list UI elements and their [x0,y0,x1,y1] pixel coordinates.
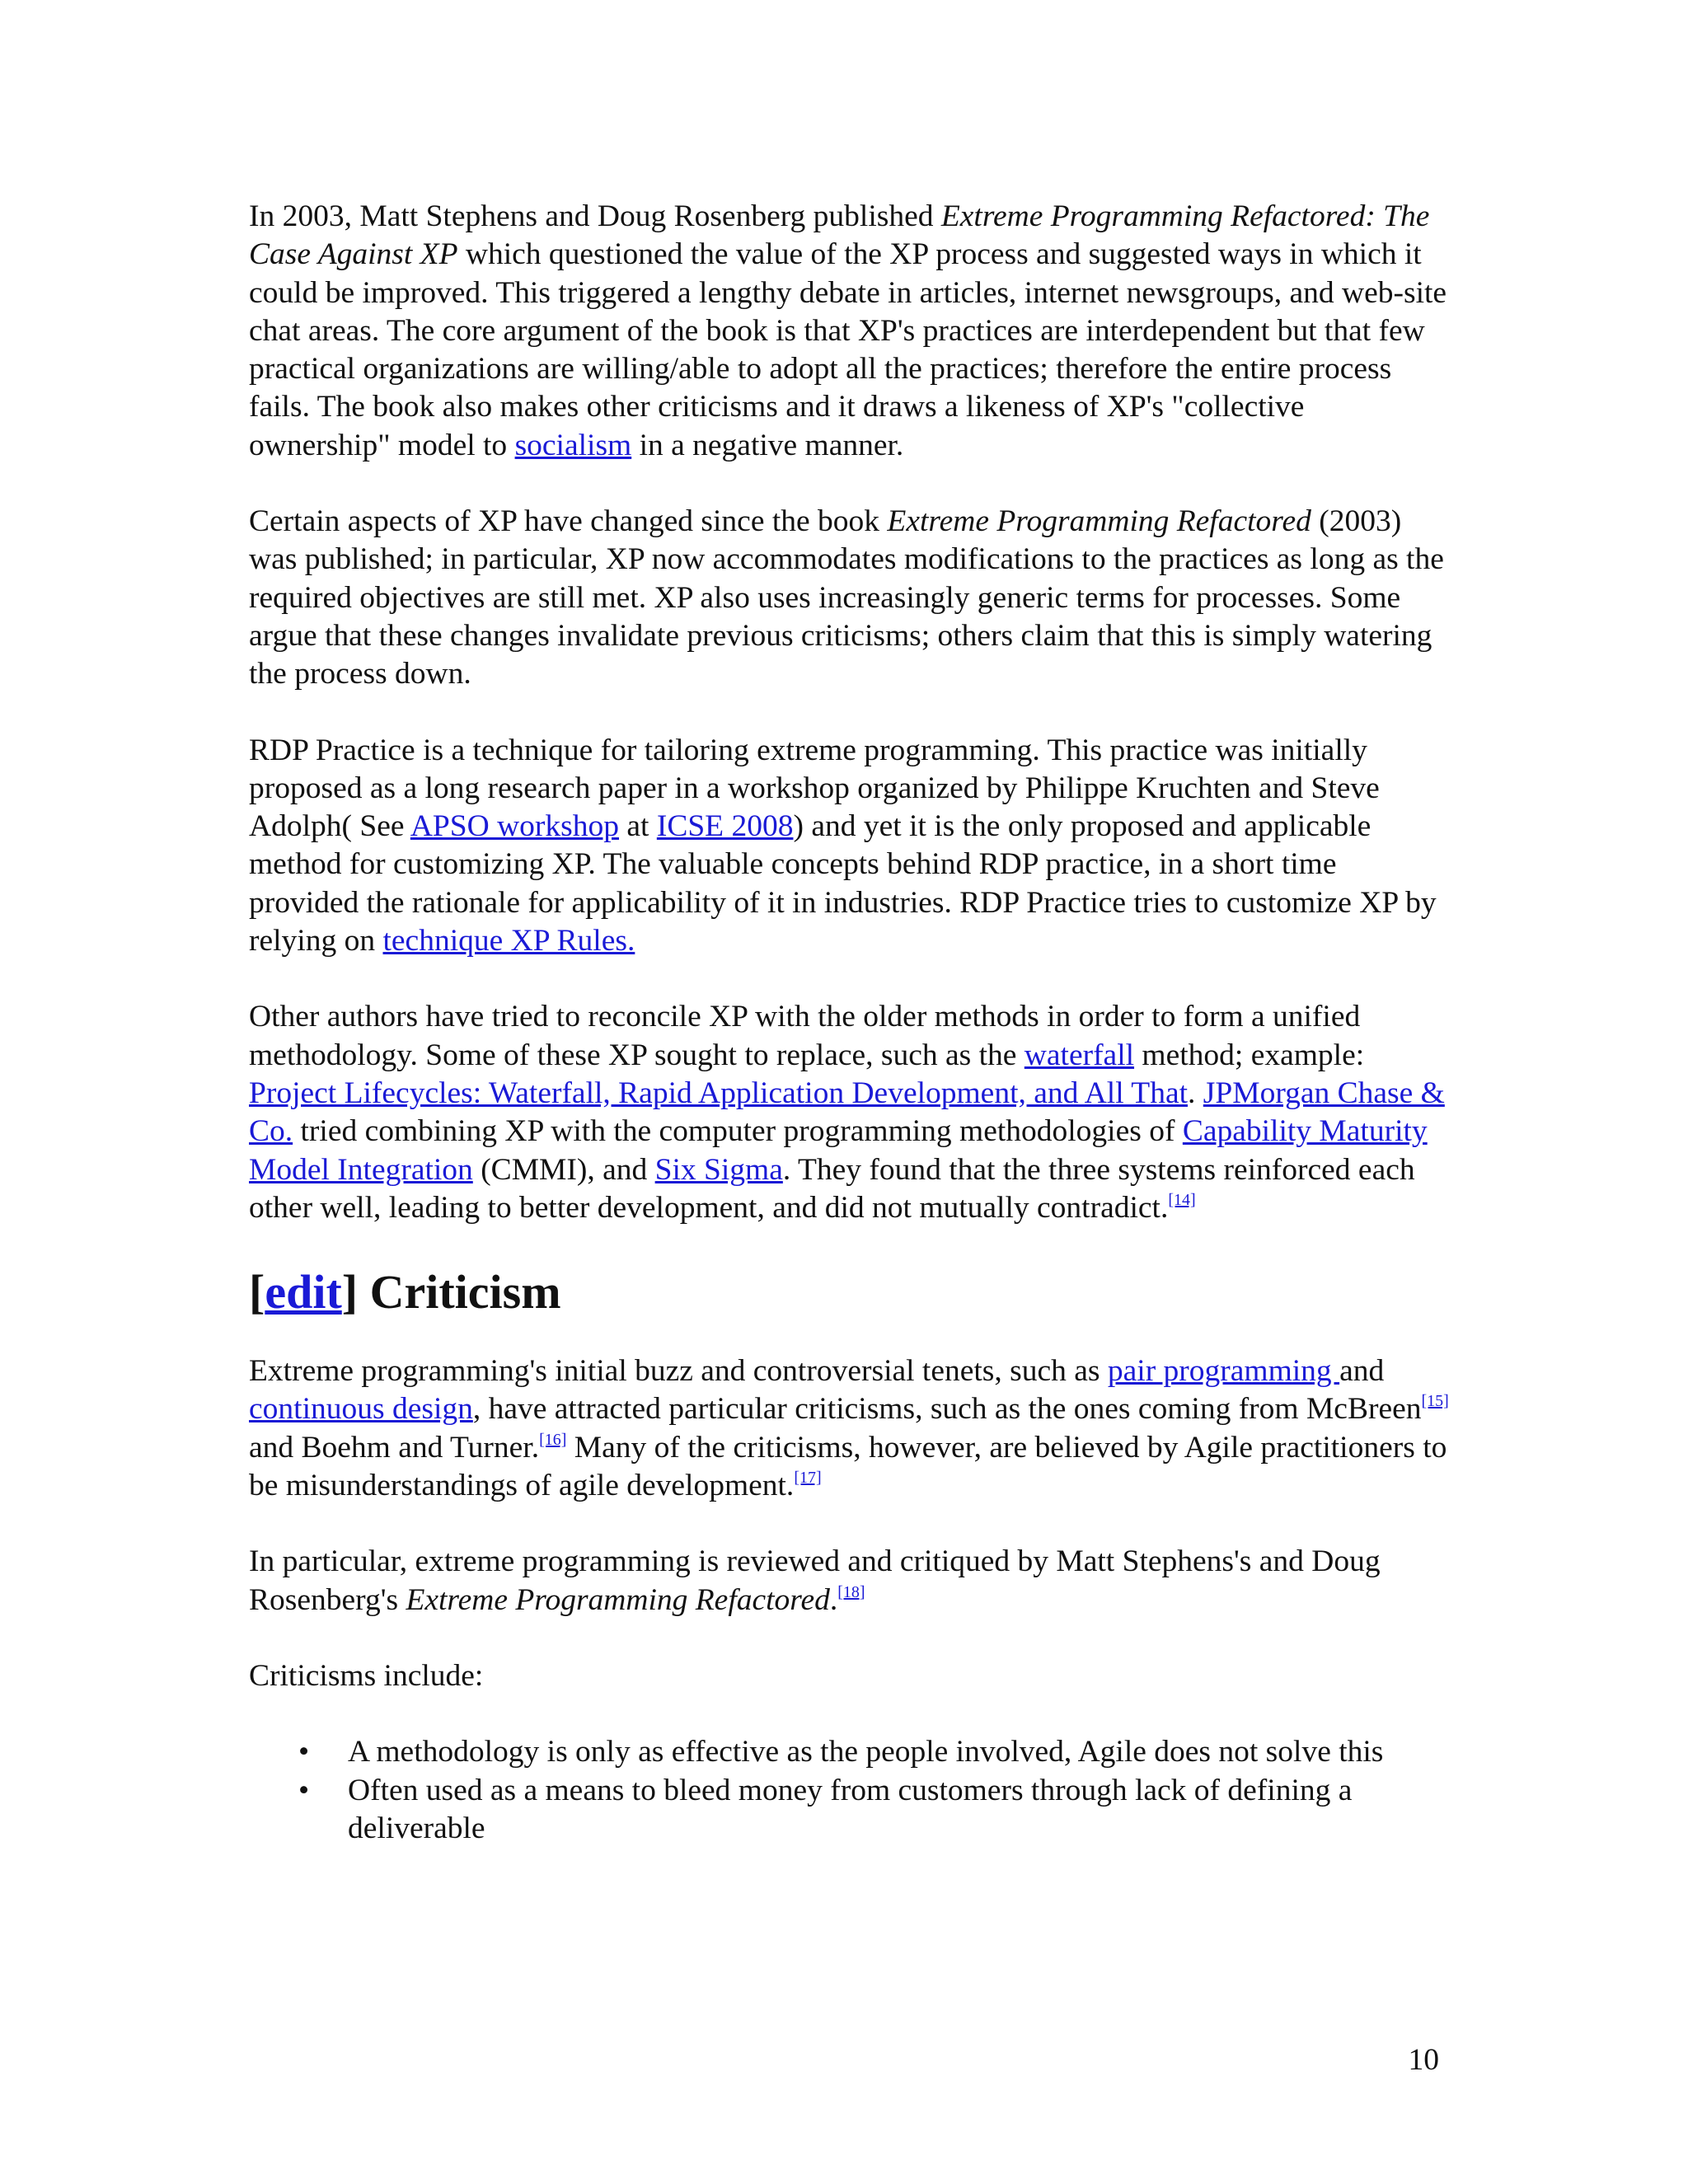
list-item: • Often used as a means to bleed money from customers through lack of defining a deliverable [298,1773,1353,1845]
paragraph-xp-changes: Certain aspects of XP have changed since the book Extreme Programming Refactored (2003) was published; in particular, XP now accommodates modifications to the practices as long as the required objectives are still met. XP also uses increasingly generic terms for processes. Some argue that these changes invalidate previous criticisms; others claim that this is simply watering the process down. [249,504,1444,691]
reference-14[interactable]: [14] [1168,1190,1196,1209]
link-technique-xp-rules[interactable]: technique XP Rules. [382,924,635,958]
reference-16[interactable]: [16] [539,1430,567,1449]
book-title: Extreme Programming Refactored [406,1582,830,1617]
criticism-list [249,1733,1452,1848]
book-title: Extreme Programming Refactored: The Case Against XP [249,199,1430,272]
paragraph-criticisms-include: Criticisms include: [249,1658,484,1693]
list-item: • A methodology is only as effective as the people involved, Agile does not solve this [348,1733,1452,1771]
edit-link[interactable]: edit [265,1265,342,1319]
link-six-sigma[interactable]: Six Sigma [654,1152,783,1187]
link-apso-workshop[interactable]: APSO workshop [410,809,619,844]
reference-17[interactable]: [17] [794,1469,822,1488]
paragraph-reconcile-xp: Other authors have tried to reconcile XP with the older methods in order to form a unified methodology. Some of these XP sought to replace, such as the waterfall method; example: Project Lifecycles: Waterfall, Rapid Application Development, and All That. JPMorgan Chase & Co. tried combining XP with the computer programming methodologies of Capability Maturity Model Integration (CMMI), and Six Sigma. They found that the three systems reinforced each other well, leading to better development, and did not mutually contradict.[14] [249,1000,1445,1225]
link-jpmorgan[interactable]: JPMorgan Chase & Co. [249,1076,1445,1149]
page-number: 10 [1408,2043,1439,2077]
paragraph-stephens-rosenberg: In 2003, Matt Stephens and Doug Rosenberg published Extreme Programming Refactored: The Case Against XP which questioned the value of the XP process and suggested ways in which it could be improved. This triggered a lengthy debate in articles, internet newsgroups, and web-site chat areas. The core argument of the book is that XP's practices are interdependent but that few practical organizations are willing/able to adopt all the practices; therefore the entire process fails. The book also makes other criticisms and it draws a likeness of XP's "collective ownership" model to socialism in a negative manner. [249,199,1447,462]
bullet-icon: • [298,1773,310,1807]
bullet-icon: • [298,1735,310,1769]
link-waterfall[interactable]: waterfall [1024,1038,1135,1072]
book-title: Extreme Programming Refactored [887,504,1311,539]
link-pair-programming[interactable]: pair programming [1107,1354,1340,1389]
paragraph-refactored-review: In particular, extreme programming is reviewed and critiqued by Matt Stephens's and Doug Rosenberg's Extreme Programming Refactored.[18] [249,1544,1381,1617]
paragraph-rdp-practice: RDP Practice is a technique for tailoring extreme programming. This practice was initially proposed as a long research paper in a workshop organized by Philippe Kruchten and Steve Adolph( See APSO workshop at ICSE 2008) and yet it is the only proposed and applicable method for customizing XP. The valuable concepts behind RDP practice, in a short time provided the rationale for applicability of it in industries. RDP Practice tries to customize XP by relying on technique XP Rules. [249,733,1437,958]
document-page [249,198,1452,1848]
paragraph-criticism-intro: Extreme programming's initial buzz and controversial tenets, such as pair programming and continuous design, have attracted particular criticisms, such as the ones coming from McBreen[15] and Boehm and Turner.[16] Many of the criticisms, however, are believed by Agile practitioners to be misunderstandings of agile development.[17] [249,1354,1449,1503]
reference-15[interactable]: [15] [1421,1392,1449,1411]
link-continuous-design[interactable]: continuous design [249,1392,473,1427]
link-icse-2008[interactable]: ICSE 2008 [656,809,794,844]
link-socialism[interactable]: socialism [514,428,632,462]
link-cmmi[interactable]: Capability Maturity Model Integration [249,1114,1428,1187]
section-title: Criticism [369,1265,561,1319]
link-project-lifecycles[interactable]: Project Lifecycles: Waterfall, Rapid Application Development, and All That [249,1076,1189,1110]
reference-18[interactable]: [18] [837,1582,865,1601]
section-heading-criticism: [edit] Criticism [249,1265,561,1319]
